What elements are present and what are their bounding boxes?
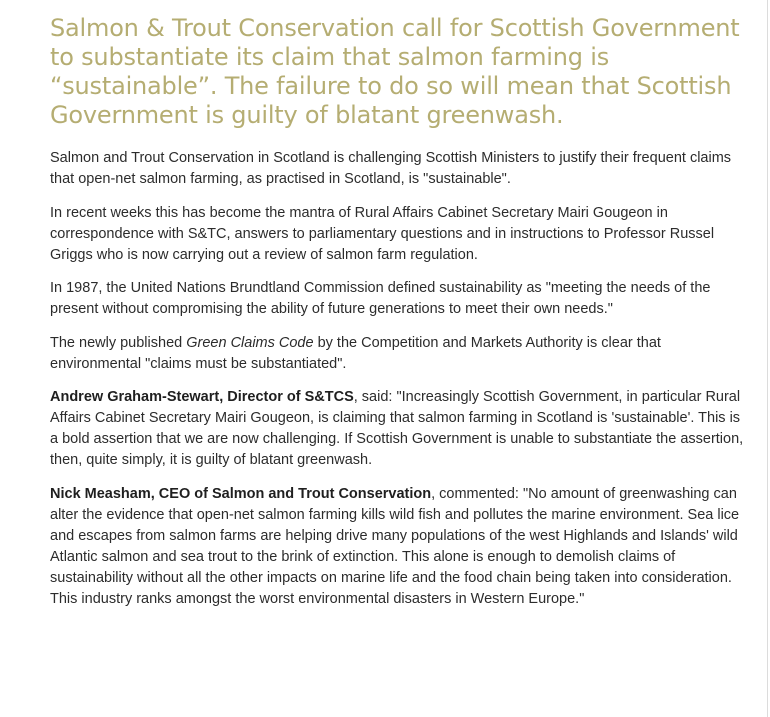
paragraph-green-claims-code <box>50 333 750 375</box>
paragraph-intro: Salmon and Trout Conservation in Scotland is challenging Scottish Ministers to justify their frequent claims that open-net salmon farming, as practised in Scotland, is "sustainable". <box>50 150 732 187</box>
green-claims-code-title: Green Claims Code <box>186 334 314 351</box>
paragraph-brundtland-definition: In 1987, the United Nations Brundtland Commission defined sustainability as "meeting the needs of the present without compromising the ability of future generations to meet their own needs." <box>50 280 711 317</box>
news-article <box>50 14 750 622</box>
paragraph-mantra: In recent weeks this has become the mantra of Rural Affairs Cabinet Secretary Mairi Gougeon in correspondence with S&TC, answers to parliamentary questions and in instructions to Professor Russel Griggs who is now carrying out a review of salmon farm regulation. <box>50 204 715 263</box>
paragraph-quote-graham-stewart <box>50 387 750 471</box>
paragraph-quote-measham <box>50 484 750 610</box>
quote-speaker-graham-stewart: Andrew Graham-Stewart, Director of S&TCS <box>50 389 354 405</box>
article-headline: Salmon & Trout Conservation call for Scottish Government to substantiate its claim that salmon farming is “sustainable”. The failure to do so will mean that Scottish Government is guilty of blatant greenwash. <box>50 14 740 129</box>
page-edge-divider <box>767 0 768 717</box>
green-claims-rest-text: by the Competition and Markets Authority is clear that environmental "claims must be substantiated". <box>50 334 661 372</box>
quote-speaker-measham: Nick Measham, CEO of Salmon and Trout Conservation <box>50 485 432 502</box>
quote-text-measham: , commented: "No amount of greenwashing can alter the evidence that open-net salmon farming kills wild fish and pollutes the marine environment. Sea lice and escapes from salmon farms are helping drive many populations of the west Highlands and Islands' wild Atlantic salmon and sea trout to the brink of extinction. This alone is enough to demolish claims of sustainability without all the other impacts on marine life and the food chain being taken into consideration. This industry ranks amongst the worst environmental disasters in Western Europe." <box>50 485 740 607</box>
quote-text-graham-stewart: , said: "Increasingly Scottish Government, in particular Rural Affairs Cabinet Secretary Mairi Gougeon, is claiming that salmon farming in Scotland is 'sustainable'. This is a bold assertion that we are now challenging. If Scottish Government is unable to substantiate the assertion, then, quite simply, it is guilty of blatant greenwash. <box>50 389 744 468</box>
green-claims-intro-text: The newly published <box>50 334 187 351</box>
